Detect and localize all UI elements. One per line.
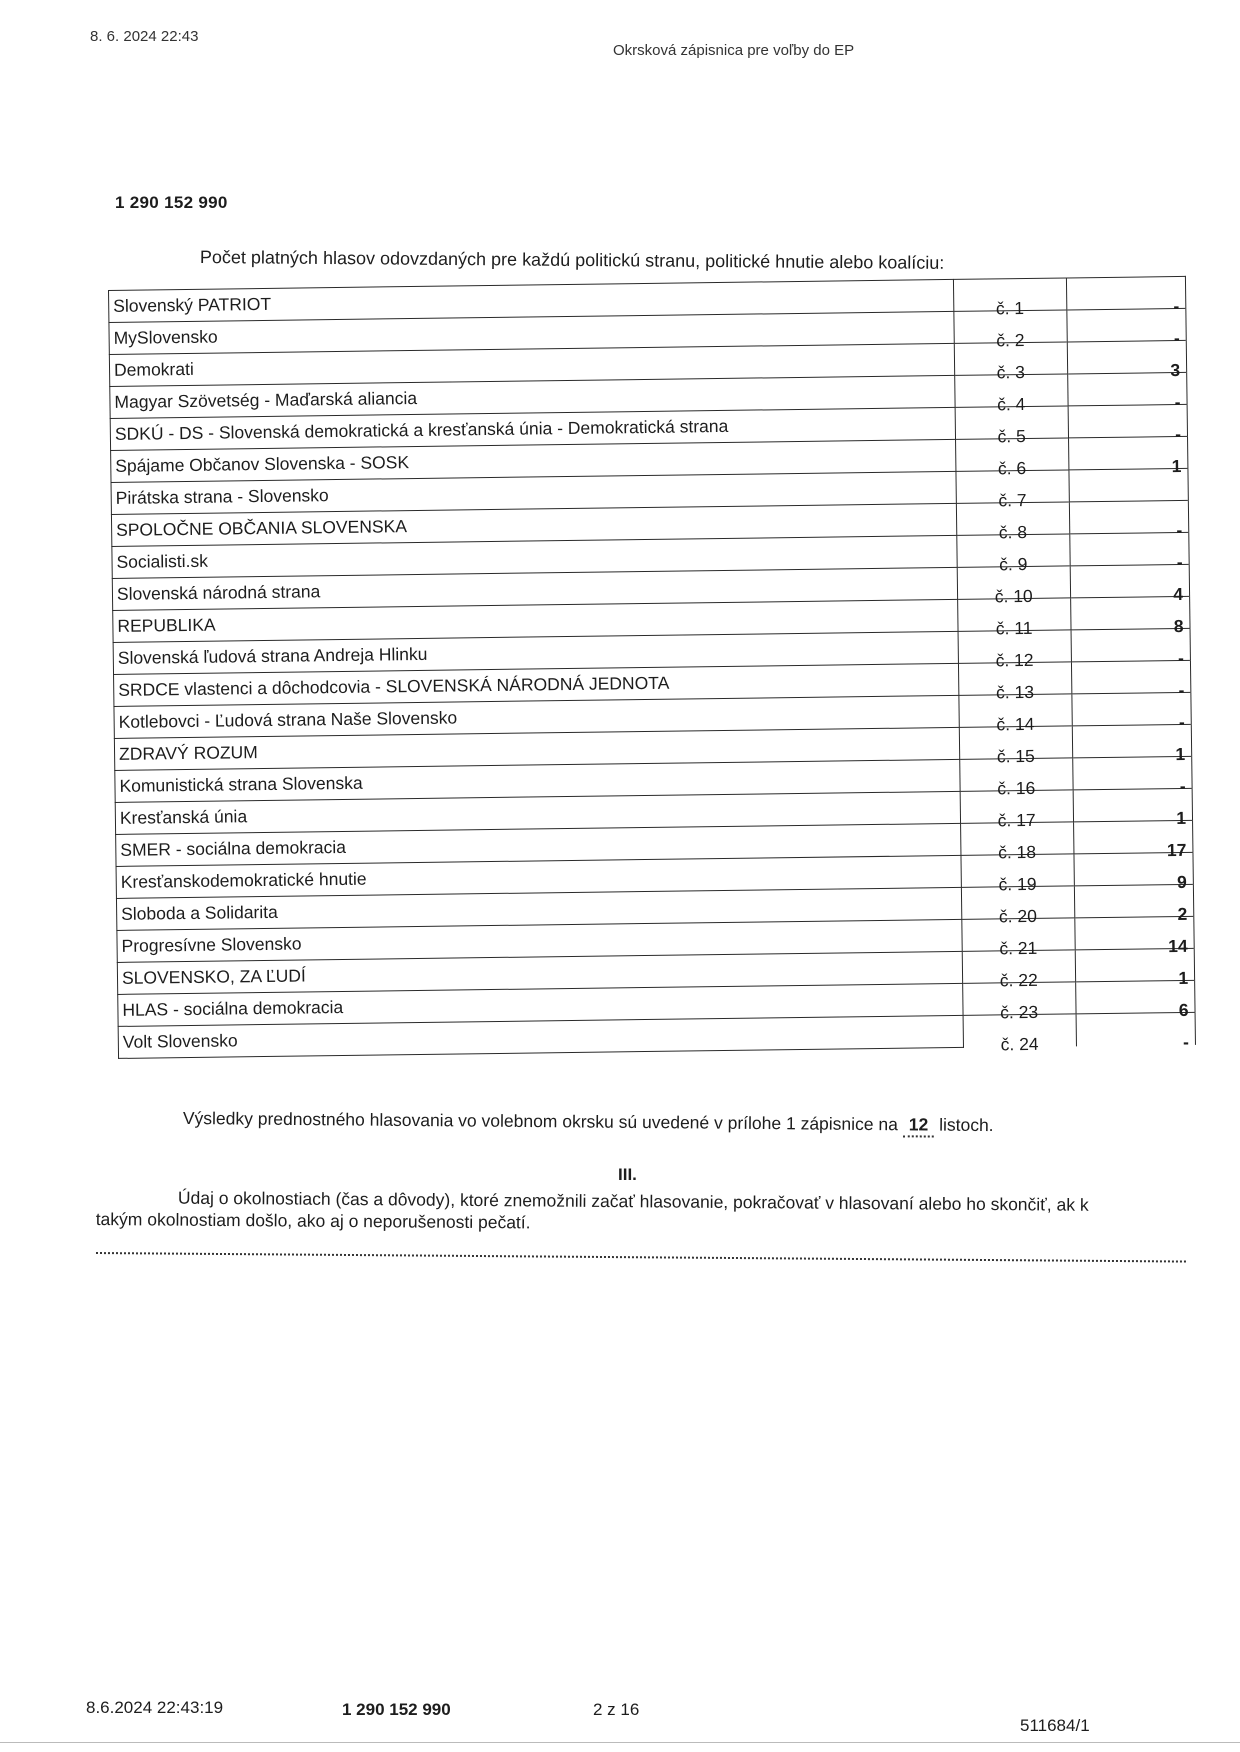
party-votes: 6	[1076, 994, 1196, 1028]
party-number: č. 6	[955, 452, 1069, 485]
bottom-rule	[0, 1742, 1240, 1743]
party-number: č. 16	[959, 772, 1073, 805]
party-number: č. 7	[956, 484, 1070, 517]
intro-text: Počet platných hlasov odovzdaných pre každú politickú stranu, politické hnutie alebo koalíciu:	[199, 247, 945, 273]
party-number: č. 21	[962, 932, 1076, 965]
party-number: č. 24	[963, 1028, 1077, 1061]
party-number: č. 13	[958, 676, 1072, 709]
party-name: SRDCE vlastenci a dôchodcovia - SLOVENSKÁ NÁRODNÁ JEDNOTA	[114, 663, 959, 706]
party-name: SMER - sociálna demokracia	[116, 823, 961, 866]
party-number: č. 3	[954, 356, 1068, 389]
party-votes: -	[1071, 674, 1191, 708]
party-votes: -	[1071, 642, 1191, 676]
party-votes: 9	[1074, 866, 1194, 900]
party-votes: -	[1070, 546, 1190, 580]
party-name: SLOVENSKO, ZA ĽUDÍ	[117, 951, 962, 994]
party-votes: 8	[1071, 610, 1191, 644]
document-id: 1 290 152 990	[115, 193, 228, 212]
party-name: Kotlebovci - Ľudová strana Naše Slovensko	[114, 695, 959, 738]
header-title: Okrsková zápisnica pre voľby do EP	[613, 42, 855, 59]
header-datetime: 8. 6. 2024 22:43	[90, 28, 199, 45]
party-votes: -	[1073, 770, 1193, 804]
party-votes: -	[1068, 386, 1188, 420]
party-number: č. 19	[961, 868, 1075, 901]
party-name: Slovenská ľudová strana Andreja Hlinku	[113, 631, 958, 674]
party-votes: -	[1066, 290, 1186, 324]
party-votes	[1069, 482, 1189, 516]
votes-table	[108, 276, 1196, 1059]
party-number: č. 17	[960, 804, 1074, 837]
preferential-text-after: listoch.	[939, 1114, 994, 1136]
party-name: Magyar Szövetség - Maďarská aliancia	[110, 375, 955, 418]
party-votes: 1	[1073, 802, 1193, 836]
party-votes: 14	[1075, 930, 1195, 964]
party-votes: -	[1069, 514, 1189, 548]
footer-timestamp: 8.6.2024 22:43:19	[86, 1698, 224, 1717]
party-name: ZDRAVÝ ROZUM	[114, 727, 959, 770]
party-number: č. 20	[961, 900, 1075, 933]
party-number: č. 12	[958, 644, 1072, 677]
party-votes: 1	[1068, 450, 1188, 484]
party-name: HLAS - sociálna demokracia	[118, 983, 963, 1026]
party-votes: -	[1072, 706, 1192, 740]
party-name: Sloboda a Solidarita	[116, 887, 961, 930]
party-name: Socialisti.sk	[112, 535, 957, 578]
party-name: REPUBLIKA	[113, 599, 958, 642]
party-name: Pirátska strana - Slovensko	[111, 471, 956, 514]
party-name: Kresťanská únia	[115, 791, 960, 834]
footer-code: 511684/1	[1020, 1716, 1090, 1735]
party-votes: -	[1067, 322, 1187, 356]
party-votes: 1	[1075, 962, 1195, 996]
party-votes: -	[1076, 1026, 1196, 1060]
party-name: Kresťanskodemokratické hnutie	[116, 855, 961, 898]
party-name: Volt Slovensko	[118, 1015, 963, 1058]
footer-document-id: 1 290 152 990	[342, 1700, 451, 1719]
party-votes: 1	[1072, 738, 1192, 772]
party-number: č. 4	[954, 388, 1068, 421]
party-number: č. 8	[956, 516, 1070, 549]
preferential-line	[183, 1108, 994, 1138]
preferential-text-before: Výsledky prednostného hlasovania vo volebnom okrsku sú uvedené v prílohe 1 zápisnice na	[182, 1108, 899, 1135]
party-number: č. 22	[962, 964, 1076, 997]
dotted-fill-line	[96, 1252, 1186, 1263]
party-number: č. 15	[959, 740, 1073, 773]
party-name: SDKÚ - DS - Slovenská demokratická a kresťanská únia - Demokratická strana	[110, 407, 955, 450]
party-number: č. 14	[959, 708, 1073, 741]
section-number: III.	[618, 1165, 637, 1184]
preferential-count: 12	[903, 1114, 935, 1137]
section-text: Údaj o okolnostiach (čas a dôvody), ktoré znemožnili začať hlasovanie, pokračovať v hlasovaní alebo ho skončiť, ak k takým okolnostiam došlo, ako aj o neporušenosti pečatí.	[95, 1187, 1089, 1233]
party-votes: 17	[1073, 834, 1193, 868]
party-number: č. 23	[962, 996, 1076, 1029]
votes-table-body	[109, 276, 1196, 1058]
party-name: Slovenská národná strana	[112, 567, 957, 610]
party-votes: 2	[1074, 898, 1194, 932]
party-name: Slovenský PATRIOT	[109, 279, 954, 322]
party-votes: 4	[1070, 578, 1190, 612]
party-votes: 3	[1067, 354, 1187, 388]
party-number: č. 1	[953, 292, 1067, 325]
party-number: č. 18	[960, 836, 1074, 869]
party-votes: -	[1068, 418, 1188, 452]
party-number: č. 11	[957, 612, 1071, 645]
party-name: Progresívne Slovensko	[117, 919, 962, 962]
party-number: č. 2	[954, 324, 1068, 357]
party-name: Demokrati	[109, 343, 954, 386]
party-name: SPOLOČNE OBČANIA SLOVENSKA	[111, 503, 956, 546]
party-number: č. 10	[957, 580, 1071, 613]
party-name: MySlovensko	[109, 311, 954, 354]
footer-page-number: 2 z 16	[593, 1700, 640, 1719]
party-number: č. 9	[957, 548, 1071, 581]
party-name: Komunistická strana Slovenska	[115, 759, 960, 802]
party-name: Spájame Občanov Slovenska - SOSK	[111, 439, 956, 482]
party-number: č. 5	[955, 420, 1069, 453]
